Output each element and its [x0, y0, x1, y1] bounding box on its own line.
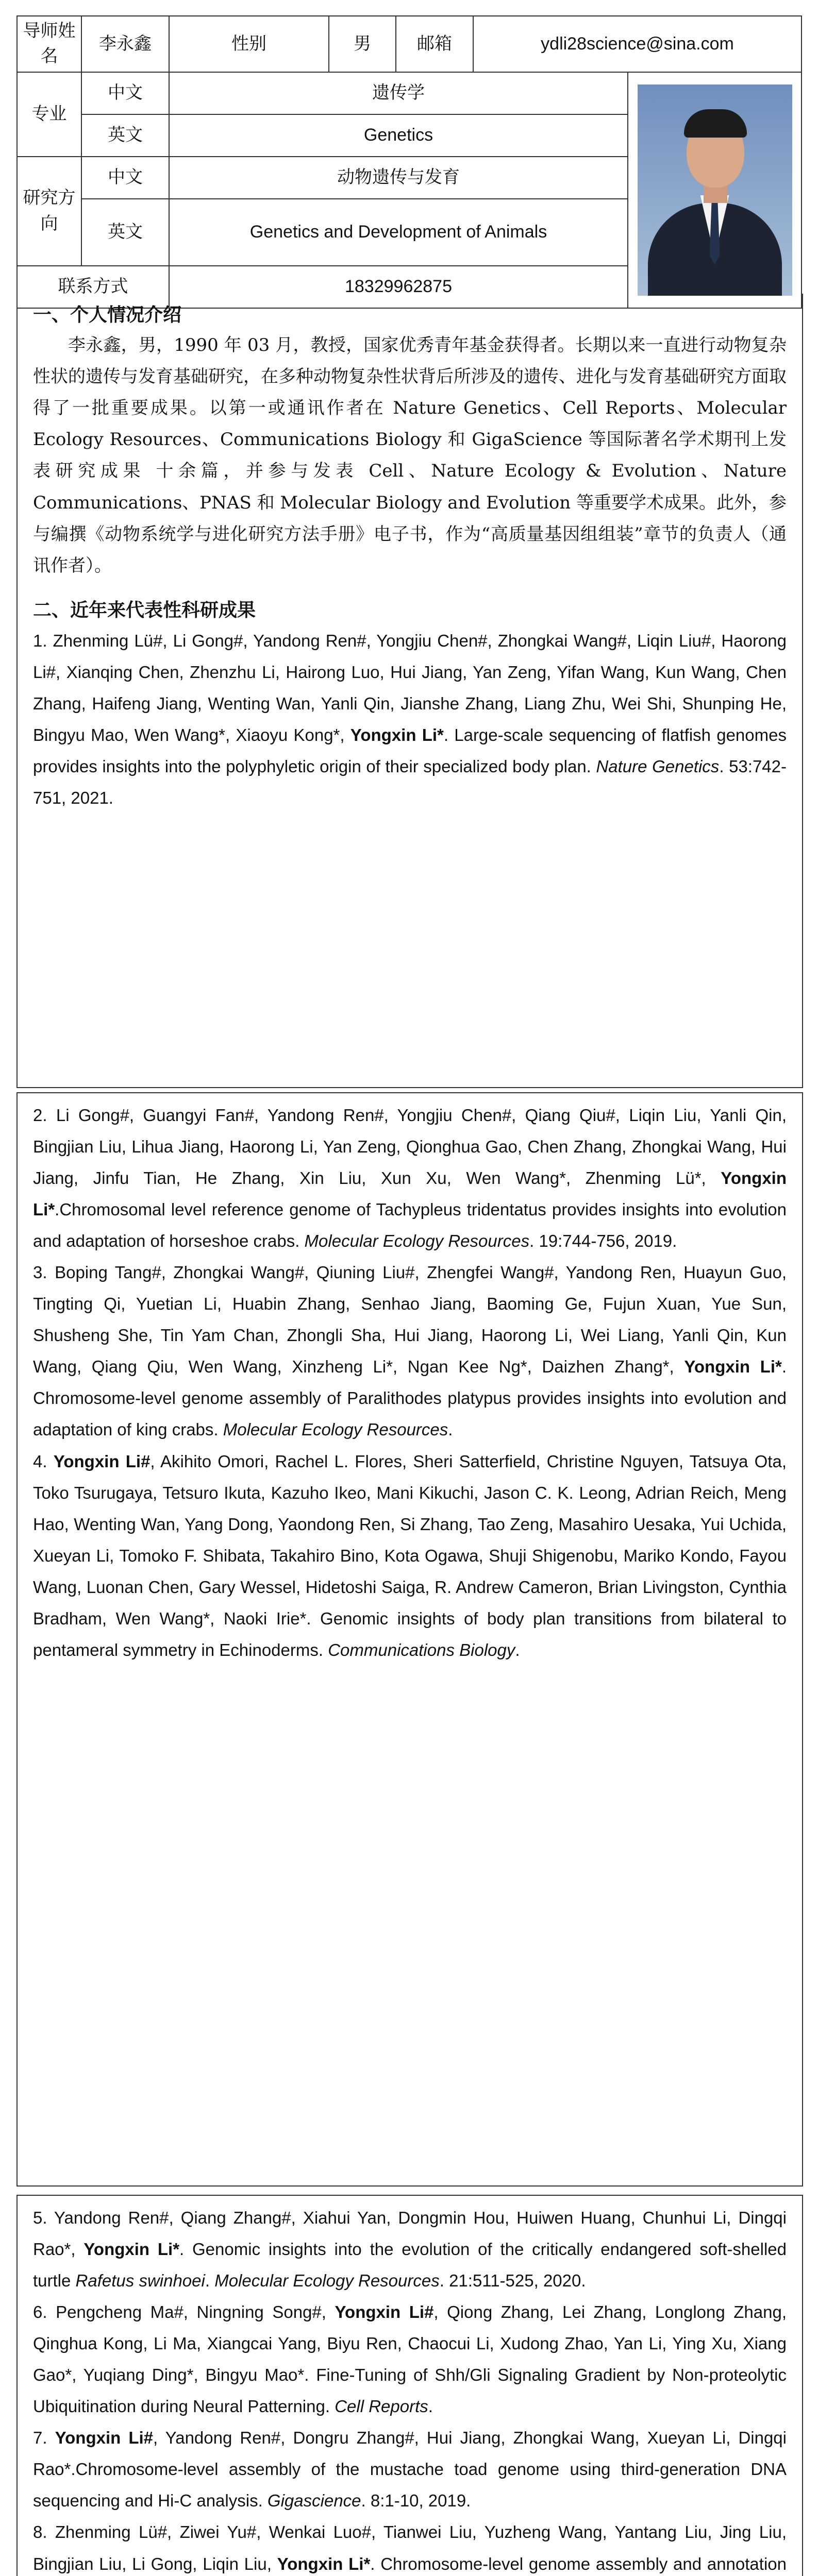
- research-en-value: Genetics and Development of Animals: [169, 199, 628, 266]
- ref-4: 4. Yongxin Li#, Akihito Omori, Rachel L. Flores, Sheri Satterfield, Christine Nguyen, Tatsuya Ota, Toko Tsurugaya, Tetsuro Ikuta, Kazuho Ikeo, Mani Kikuchi, Jason C. K. Leong, Adrian Reich, Meng Hao, Wenting Wan, Yang Dong, Yaondong Ren, Si Zhang, Tao Zeng, Masahiro Uesaka, Yui Uchida, Xueyan Li, Tomoko F. Shibata, Takahiro Bino, Kota Ogawa, Shuji Shigenobu, Mariko Kondo, Fayou Wang, Luonan Chen, Gary Wessel, Hidetoshi Saiga, R. Andrew Cameron, Brian Livingston, Cynthia Bradham, Wen Wang*, Naoki Irie*. Genomic insights of body plan transitions from bilateral to pentameral symmetry in Echinoderms. Communications Biology.: [33, 1451, 787, 1659]
- research-zh-value: 动物遗传与发育: [169, 157, 628, 199]
- ref-6: 6. Pengcheng Ma#, Ningning Song#, Yongxin Li#, Qiong Zhang, Lei Zhang, Longlong Zhang, Qinghua Kong, Li Ma, Xiangcai Yang, Biyu Ren, Chaocui Li, Xudong Zhao, Yan Li, Ying Xu, Xiang Gao*, Yuqiang Ding*, Bingyu Mao*. Fine-Tuning of Shh/Gli Signaling Gradient by Non-proteolytic Ubiquitination during Neural Patterning. Cell Reports.: [33, 2302, 787, 2416]
- email-value: ydli28science@sina.com: [473, 16, 802, 72]
- major-en-value: Genetics: [169, 114, 628, 157]
- ref-5: 5. Yandong Ren#, Qiang Zhang#, Xiahui Yan, Dongmin Hou, Huiwen Huang, Chunhui Li, Dingqi Rao*, Yongxin Li*. Genomic insights into the evolution of the critically endangered soft-shelled turtle Rafetus swinhoei. Molecular Ecology Resources. 21:511-525, 2020.: [33, 2208, 787, 2291]
- gender-label: 性别: [169, 16, 329, 72]
- refs-box-b: [16, 2195, 803, 2576]
- research-en-label: 英文: [81, 199, 169, 266]
- info-table: [16, 15, 802, 309]
- major-zh-value: 遗传学: [169, 72, 628, 114]
- refs-box-a: [16, 1092, 803, 2187]
- major-label: 专业: [17, 72, 81, 157]
- email-label: 邮箱: [396, 16, 473, 72]
- section1-paragraph: 李永鑫，男，1990 年 03 月，教授，国家优秀青年基金获得者。长期以来一直进行动物复杂性状的遗传与发育基础研究，在多种动物复杂性状背后所涉及的遗传、进化与发育基础研究方面取得了一批重要成果。以第一或通讯作者在 Nature Genetics、Cell Reports、Molecular Ecology Resources、Communications Biology 和 GigaScience 等国际著名学术期刊上发表研究成果 十余篇，并参与发表 Cell、Nature Ecology & Evolution、Nature Communications、PNAS 和 Molecular Biology and Evolution 等重要学术成果。此外，参与编撰《动物系统学与进化研究方法手册》电子书，作为“高质量基因组组装”章节的负责人（通讯作者）。: [33, 334, 787, 576]
- ref-8: 8. Zhenming Lü#, Ziwei Yu#, Wenkai Luo#, Tianwei Liu, Yuzheng Wang, Yantang Liu, Jing Liu, Bingjian Liu, Li Gong, Liqin Liu, Yongxin Li*. Chromosome-level genome assembly and annotation: [33, 2522, 787, 2573]
- supervisor-name: 李永鑫: [81, 16, 169, 72]
- section2-title: 二、近年来代表性科研成果: [33, 599, 256, 621]
- gender-value: 男: [329, 16, 396, 72]
- section-intro-box: [16, 294, 803, 1088]
- phone-value: 18329962875: [169, 266, 628, 308]
- research-label: 研究方向: [17, 157, 81, 266]
- major-zh-label: 中文: [81, 72, 169, 114]
- research-zh-label: 中文: [81, 157, 169, 199]
- portrait-photo: [638, 84, 792, 296]
- ref-7: 7. Yongxin Li#, Yandong Ren#, Dongru Zhang#, Hui Jiang, Zhongkai Wang, Xueyan Li, Dingqi Rao*.Chromosome-level assembly of the mustache toad genome using third-generation DNA sequencing and Hi-C analysis. Gigascience. 8:1-10, 2019.: [33, 2428, 787, 2511]
- section1-title: 一、个人情况介绍: [33, 304, 182, 325]
- supervisor-label: 导师姓名: [17, 16, 81, 72]
- photo-cell: [628, 72, 802, 308]
- ref-1: 1. Zhenming Lü#, Li Gong#, Yandong Ren#, Yongjiu Chen#, Zhongkai Wang#, Liqin Liu#, Haorong Li#, Xianqing Chen, Zhenzhu Li, Hairong Luo, Hui Jiang, Yan Zeng, Yifan Wang, Kun Wang, Chen Zhang, Haifeng Jiang, Wenting Wan, Yanli Qin, Jianshe Zhang, Liang Zhu, Wei Shi, Shunping He, Bingyu Mao, Wen Wang*, Xiaoyu Kong*, Yongxin Li*. Large-scale sequencing of flatfish genomes provides insights into the polyphyletic origin of their specialized body plan. Nature Genetics. 53:742-751, 2021.: [33, 631, 787, 807]
- contact-label: 联系方式: [17, 266, 169, 308]
- ref-3: 3. Boping Tang#, Zhongkai Wang#, Qiuning Liu#, Zhengfei Wang#, Yandong Ren, Huayun Guo, Tingting Qi, Yuetian Li, Huabin Zhang, Senhao Jiang, Baoming Ge, Fujun Xuan, Yue Sun, Shusheng She, Tin Yam Chan, Zhongli Sha, Hui Jiang, Haorong Li, Wei Liang, Yanli Qin, Kun Wang, Qiang Qiu, Wen Wang, Xinzheng Li*, Ngan Kee Ng*, Daizhen Zhang*, Yongxin Li*. Chromosome-level genome assembly of Paralithodes platypus provides insights into evolution and adaptation of king crabs. Molecular Ecology Resources.: [33, 1263, 787, 1439]
- ref-2: 2. Li Gong#, Guangyi Fan#, Yandong Ren#, Yongjiu Chen#, Qiang Qiu#, Liqin Liu, Yanli Qin, Bingjian Liu, Lihua Jiang, Haorong Li, Yan Zeng, Qionghua Gao, Chen Zhang, Zhongkai Wang, Hui Jiang, Jinfu Tian, He Zhang, Xin Liu, Xun Xu, Wen Wang*, Zhenming Lü*, Yongxin Li*.Chromosomal level reference genome of Tachypleus tridentatus provides insights into evolution and adaptation of horseshoe crabs. Molecular Ecology Resources. 19:744-756, 2019.: [33, 1106, 787, 1251]
- major-en-label: 英文: [81, 114, 169, 157]
